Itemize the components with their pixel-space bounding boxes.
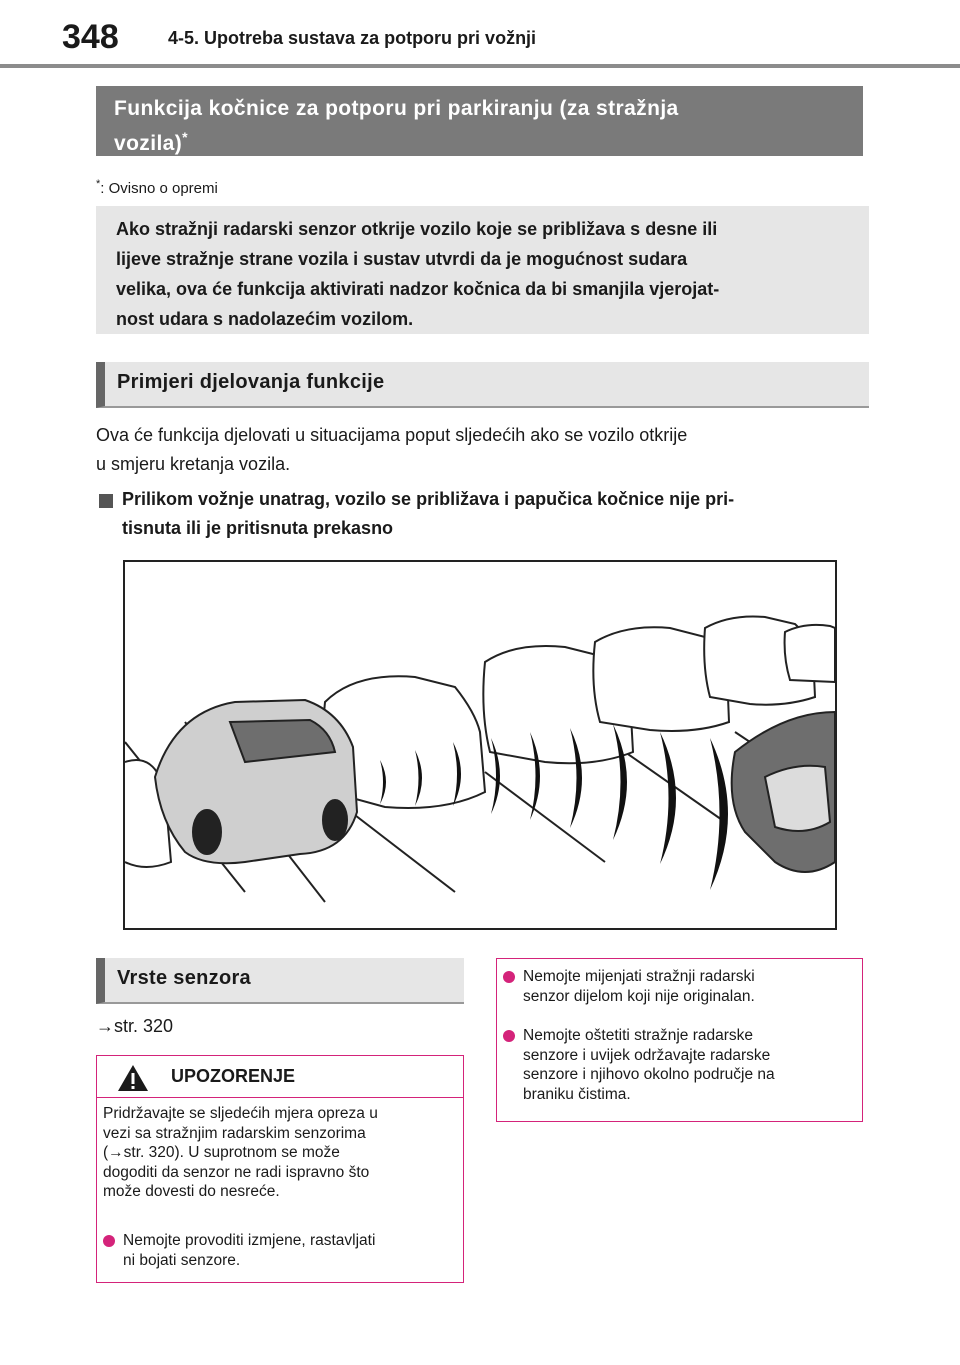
note-line: senzor dijelom koji nije originalan. <box>523 987 755 1005</box>
bullet-dot-icon <box>503 1030 515 1042</box>
bullet-dot-icon <box>503 971 515 983</box>
footnote-text: : Ovisno o opremi <box>100 180 218 197</box>
warning-body <box>103 1104 453 1202</box>
section-title-mark: * <box>182 129 189 145</box>
rear-cross-traffic-illustration <box>125 562 835 928</box>
note-line: senzore i uvijek održavajte radarske <box>523 1046 771 1064</box>
section-title-text: vozila) <box>114 132 183 155</box>
warning-box <box>96 1055 464 1283</box>
section-title-bar <box>96 86 863 156</box>
note-line: braniku čistima. <box>523 1085 631 1103</box>
sensor-page-reference[interactable] <box>96 1016 173 1037</box>
warning-line: dogoditi da senzor ne radi ispravno što <box>103 1163 370 1181</box>
warning-line: Pridržavajte se sljedećih mjera opreza u <box>103 1105 378 1122</box>
chapter-title: 4-5. Upotreba sustava za potporu pri vožnji <box>168 28 537 48</box>
note-line: Nemojte oštetiti stražnje radarske <box>523 1027 754 1044</box>
warning-header <box>97 1056 463 1098</box>
warning-line: može dovesti do nesreće. <box>103 1183 280 1200</box>
section-title-line1: Funkcija kočnice za potporu pri parkiranju (za stražnja <box>114 97 679 120</box>
note-line: senzore i njihovo okolno područje na <box>523 1066 775 1083</box>
warning-line: vezi sa stražnjim radarskim senzorima <box>103 1124 366 1142</box>
intro-line: velika, ova će funkcija aktivirati nadzor kočnica da bi smanjila vjerojat- <box>116 279 720 299</box>
sensors-heading: Vrste senzora <box>96 958 464 1004</box>
parking-illustration <box>123 560 837 930</box>
bullet-dot-icon <box>103 1235 115 1247</box>
intro-line: lijeve stražnje strane vozila i sustav utvrdi da je mogućnost sudara <box>116 249 688 269</box>
warning-continued-box <box>496 958 863 1122</box>
footnote-mark: * <box>96 178 101 190</box>
arrow-icon: → <box>96 1016 114 1036</box>
warning-bullet-line: ni bojati senzore. <box>123 1251 241 1269</box>
sensor-ref-text: str. 320 <box>114 1016 174 1036</box>
footnote <box>96 178 218 197</box>
examples-body <box>96 421 866 479</box>
note-line: Nemojte mijenjati stražnji radarski <box>523 968 755 985</box>
intro-box <box>96 206 869 334</box>
bullet-line: tisnuta ili je pritisnuta prekasno <box>122 518 394 538</box>
intro-line: nost udara s nadolazećim vozilom. <box>116 309 414 329</box>
section-title-line2 <box>114 123 845 158</box>
square-bullet-icon <box>99 494 113 508</box>
warning-line: (→str. 320). U suprotnom se može <box>103 1144 340 1161</box>
bullet-line: Prilikom vožnje unatrag, vozilo se približava i papučica kočnice nije pri- <box>122 489 735 509</box>
examples-heading: Primjeri djelovanja funkcije <box>96 362 869 408</box>
warning-title: UPOZORENJE <box>171 1066 296 1086</box>
page-number: 348 <box>62 18 119 56</box>
body-line: u smjeru kretanja vozila. <box>96 454 291 474</box>
intro-line: Ako stražnji radarski senzor otkrije vozilo koje se približava s desne ili <box>116 219 718 239</box>
example-bullet <box>122 485 867 543</box>
body-line: Ova će funkcija djelovati u situacijama poput sljedećih ako se vozilo otkrije <box>96 425 688 445</box>
header-rule <box>0 64 960 68</box>
warning-bullet-line: Nemojte provoditi izmjene, rastavljati <box>123 1232 376 1249</box>
warning-triangle-icon <box>117 1064 149 1092</box>
